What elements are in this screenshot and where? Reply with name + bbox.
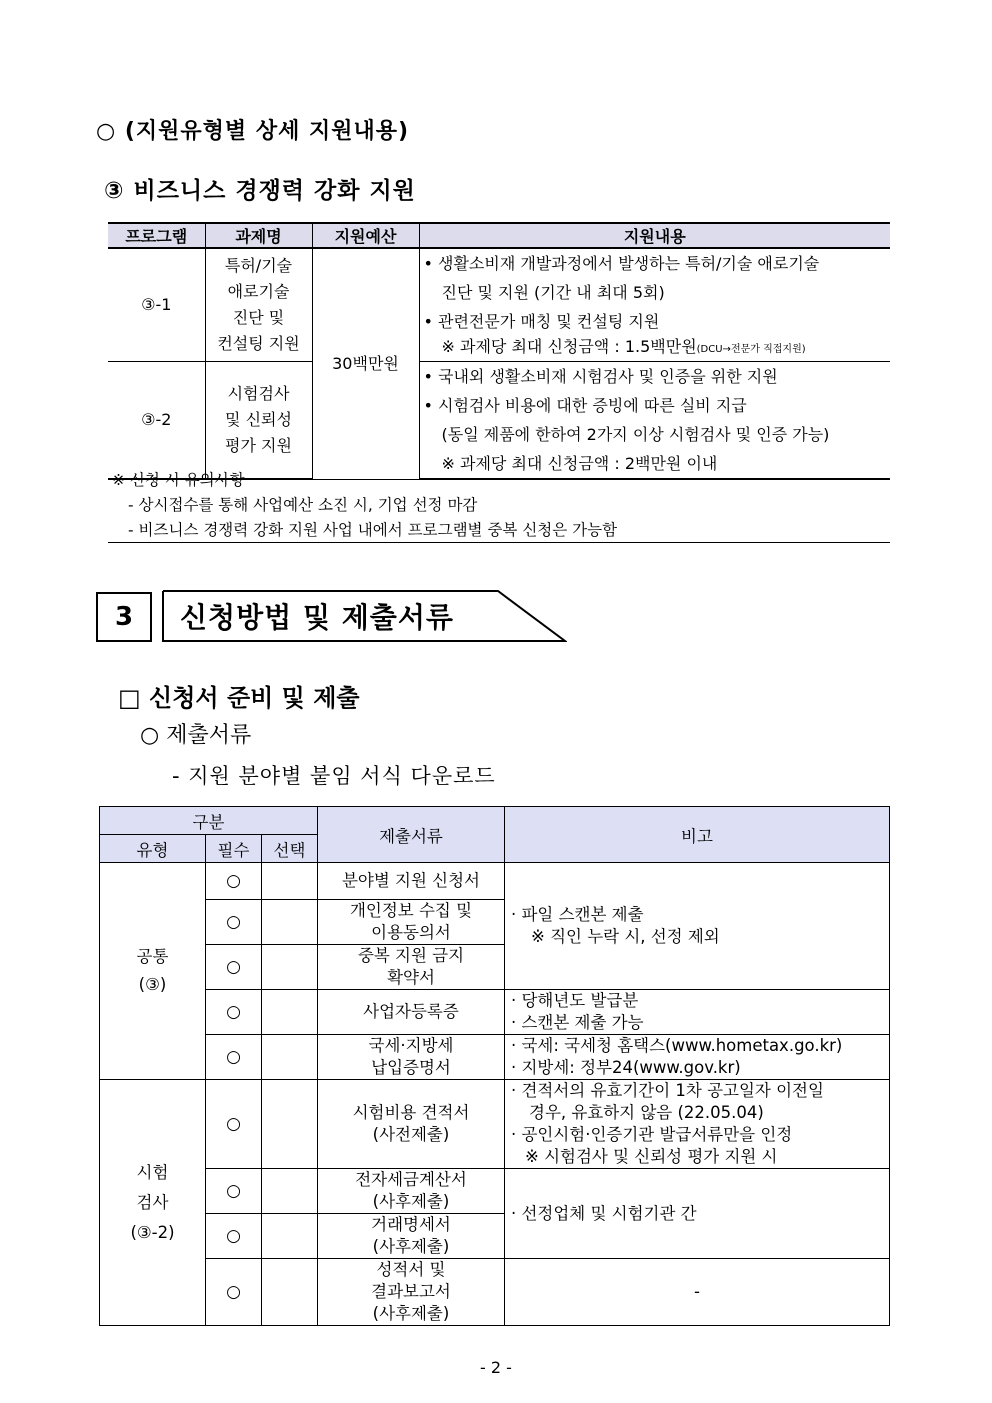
table-row: [100, 990, 890, 1035]
table-row: [100, 1169, 890, 1214]
table-row: [100, 1035, 890, 1080]
required-mark: ○: [206, 1259, 262, 1326]
required-mark: ○: [206, 900, 262, 945]
required-mark: ○: [206, 990, 262, 1035]
heading-documents: ○ 제출서류: [140, 723, 252, 748]
optional-mark: [262, 945, 318, 990]
document-name: 성적서 및 결과보고서 (사후제출): [318, 1259, 505, 1326]
header-task: 과제명: [205, 223, 312, 248]
document-name: 시험비용 견적서 (사전제출): [318, 1080, 505, 1169]
table-header-row: [108, 223, 890, 248]
required-mark: ○: [206, 1035, 262, 1080]
document-name: 개인정보 수집 및 이용동의서: [318, 900, 505, 945]
optional-mark: [262, 1169, 318, 1214]
header-remarks: 비고: [505, 807, 890, 863]
optional-mark: [262, 1080, 318, 1169]
support-content: • 생활소비재 개발과정에서 발생하는 특허/기술 애로기술 진단 및 지원 (기간 내 최대 5회) • 관련전문가 매칭 및 컨설팅 지원 ※ 과제당 최대 신청금액 : 1.5백만원(DCU→전문가 직접지원): [419, 248, 890, 362]
header-group: 구분: [100, 807, 318, 835]
table-row: [100, 1259, 890, 1326]
section-title: 신청방법 및 제출서류: [180, 601, 454, 634]
table-row: [108, 248, 890, 362]
remark-tax: · 국세: 국세청 홈택스(www.hometax.go.kr) · 지방세: 정부24(www.gov.kr): [505, 1035, 890, 1080]
required-mark: ○: [206, 1169, 262, 1214]
required-mark: ○: [206, 945, 262, 990]
header-budget: 지원예산: [312, 223, 419, 248]
optional-mark: [262, 863, 318, 900]
heading-prepare-submit: □ 신청서 준비 및 제출: [118, 684, 360, 712]
required-mark: ○: [206, 863, 262, 900]
application-notes: ※ 신청 시 유의사항 - 상시접수를 통해 사업예산 소진 시, 기업 선정 마감 - 비즈니스 경쟁력 강화 지원 사업 내에서 프로그램별 중복 신청은 가능함: [112, 471, 618, 539]
header-required: 필수: [206, 835, 262, 863]
optional-mark: [262, 900, 318, 945]
support-program-table: [108, 222, 890, 480]
required-mark: ○: [206, 1080, 262, 1169]
optional-mark: [262, 1214, 318, 1259]
document-name: 사업자등록증: [318, 990, 505, 1035]
subsection-heading-business: ③ 비즈니스 경쟁력 강화 지원: [104, 178, 416, 204]
header-docs: 제출서류: [318, 807, 505, 863]
task-name: 시험검사 및 신뢰성 평가 지원: [205, 362, 312, 480]
header-content: 지원내용: [419, 223, 890, 248]
section-heading-detail: ○ (지원유형별 상세 지원내용): [96, 119, 410, 144]
program-id: ③-1: [108, 248, 205, 362]
remark-scan: · 파일 스캔본 제출 ※ 직인 누락 시, 선정 제외: [505, 863, 890, 990]
program-id: ③-2: [108, 362, 205, 480]
document-name: 중복 지원 금지 확약서: [318, 945, 505, 990]
header-program: 프로그램: [108, 223, 205, 248]
task-name: 특허/기술 애로기술 진단 및 컨설팅 지원: [205, 248, 312, 362]
document-name: 전자세금계산서 (사후제출): [318, 1169, 505, 1214]
optional-mark: [262, 990, 318, 1035]
header-type: 유형: [100, 835, 206, 863]
remark-business-reg: · 당해년도 발급분 · 스캔본 제출 가능: [505, 990, 890, 1035]
page-number: - 2 -: [480, 1358, 512, 1377]
divider: [108, 542, 890, 543]
document-name: 분야별 지원 신청서: [318, 863, 505, 900]
table-header-row: [100, 807, 890, 835]
table-row: [108, 362, 890, 480]
optional-mark: [262, 1259, 318, 1326]
required-mark: ○: [206, 1214, 262, 1259]
section-number-box: 3: [96, 592, 152, 642]
remark-quote: · 견적서의 유효기간이 1차 공고일자 이전일 경우, 유효하지 않음 (22.05.04) · 공인시험·인증기관 발급서류만을 인정 ※ 시험검사 및 신뢰성 평가 지원 시: [505, 1080, 890, 1169]
support-content: • 국내외 생활소비재 시험검사 및 인증을 위한 지원 • 시험검사 비용에 대한 증빙에 따른 실비 지급 (동일 제품에 한하여 2가지 이상 시험검사 및 인증 가능) ※ 과제당 최대 신청금액 : 2백만원 이내: [419, 362, 890, 480]
remark-between: · 선정업체 및 시험기관 간: [505, 1169, 890, 1259]
heading-download: - 지원 분야별 붙임 서식 다운로드: [172, 764, 496, 788]
document-name: 거래명세서 (사후제출): [318, 1214, 505, 1259]
documents-table: [99, 806, 890, 1326]
group-test: 시험 검사 (③-2): [100, 1080, 206, 1326]
budget: 30백만원: [312, 248, 419, 479]
remark-last: -: [505, 1259, 890, 1326]
table-row: [100, 863, 890, 900]
table-row: [100, 1080, 890, 1169]
group-common: 공통 (③): [100, 863, 206, 1080]
header-optional: 선택: [262, 835, 318, 863]
optional-mark: [262, 1035, 318, 1080]
document-name: 국세·지방세 납입증명서: [318, 1035, 505, 1080]
